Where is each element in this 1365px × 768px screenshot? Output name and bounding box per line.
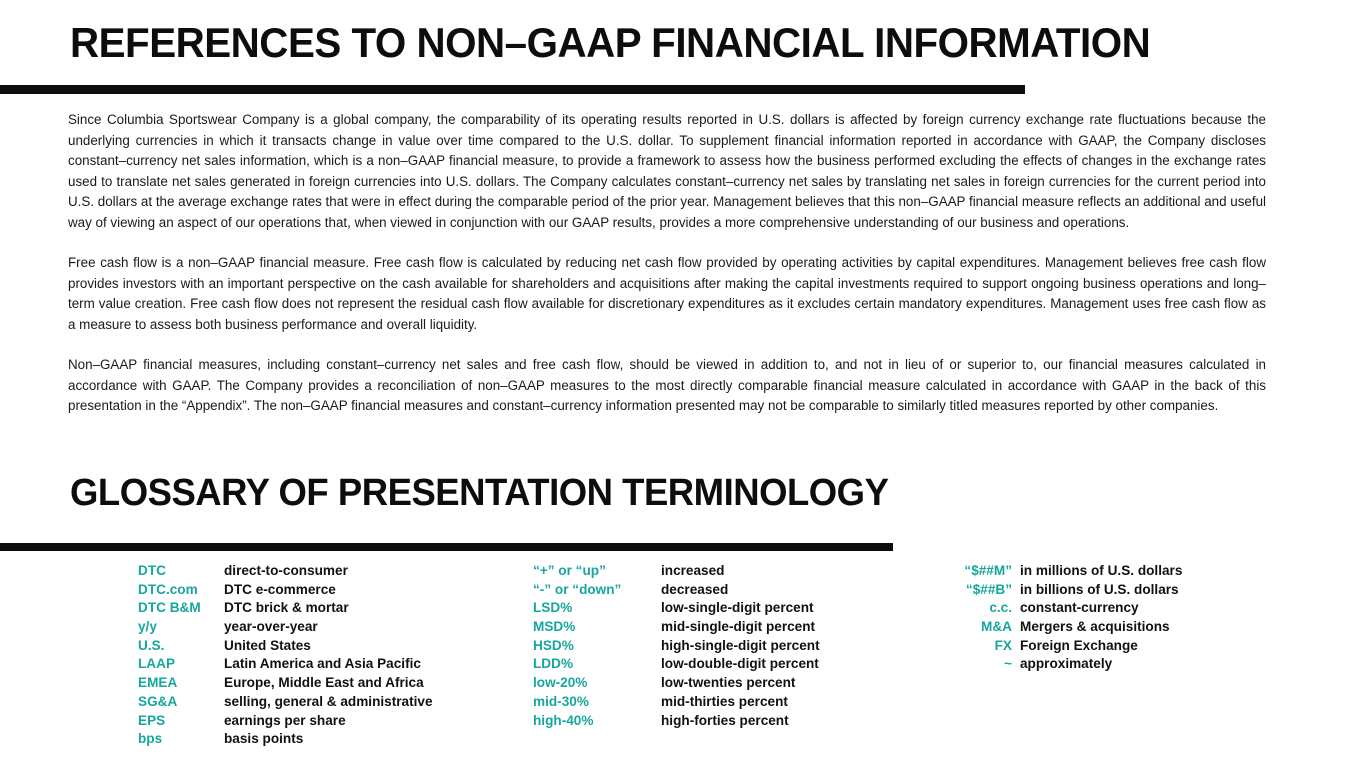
glossary-title: GLOSSARY OF PRESENTATION TERMINOLOGY bbox=[70, 472, 889, 514]
glossary-definition: mid-single-digit percent bbox=[661, 619, 816, 635]
glossary-row bbox=[138, 581, 433, 600]
glossary-definition: decreased bbox=[661, 581, 729, 597]
glossary-term: bps bbox=[138, 731, 163, 747]
glossary-row bbox=[138, 730, 433, 749]
glossary-definition: year-over-year bbox=[224, 619, 318, 635]
paragraph-constant-currency: Since Columbia Sportswear Company is a global company, the comparability of its operating results reported in U.S. dollars is affected by foreign currency exchange rate fluctuations because the underlying currencies in which it transacts change in value over time compared to the U.S. dollar. To supplement financial information reported in accordance with GAAP, the Company discloses constant–currency net sales information, which is a non–GAAP financial measure, to provide a framework to assess how the business performed excluding the effects of changes in the exchange rates used to translate net sales generated in foreign currencies into U.S. dollars. The Company calculates constant–currency net sales by translating net sales in foreign currencies for the current period into U.S. dollars at the average exchange rates that were in effect during the comparable period of the prior year. Management believes that this non–GAAP financial measure reflects an additional and useful way of viewing an aspect of our operations that, when viewed in conjunction with our GAAP results, provides a more comprehensive understanding of our business and operations. bbox=[68, 112, 1266, 230]
glossary-row bbox=[138, 618, 433, 637]
glossary-definition: DTC brick & mortar bbox=[224, 600, 349, 616]
glossary-definition: low-single-digit percent bbox=[661, 600, 814, 616]
glossary-row bbox=[138, 562, 433, 581]
glossary-row bbox=[533, 693, 820, 712]
glossary-row bbox=[930, 581, 1182, 600]
glossary-row bbox=[533, 562, 820, 581]
glossary-row bbox=[930, 562, 1182, 581]
paragraph-free-cash-flow: Free cash flow is a non–GAAP financial measure. Free cash flow is calculated by reducing net cash flow provided by operating activities by capital expenditures. Management believes free cash flow provides investors with an important perspective on the cash available for shareholders and acquisitions after making the capital investments required to support ongoing business operations and long–term value creation. Free cash flow does not represent the residual cash flow available for discretionary expenditures as it excludes certain mandatory expenditures. Management uses free cash flow as a measure to assess both business performance and overall liquidity. bbox=[68, 255, 1266, 332]
glossary-term: HSD% bbox=[533, 637, 574, 653]
glossary-row bbox=[930, 599, 1182, 618]
glossary-term: DTC.com bbox=[138, 581, 198, 597]
glossary-row bbox=[138, 655, 433, 674]
glossary-row bbox=[533, 674, 820, 693]
glossary-term: LAAP bbox=[138, 656, 176, 672]
non-gaap-description-body bbox=[68, 110, 1266, 417]
glossary-term: LSD% bbox=[533, 600, 573, 616]
glossary-definition: mid-thirties percent bbox=[661, 693, 788, 709]
glossary-definition: low-double-digit percent bbox=[661, 656, 819, 672]
glossary-column-1 bbox=[138, 562, 433, 749]
glossary-term: ~ bbox=[1004, 656, 1012, 672]
glossary-definition: approximately bbox=[1020, 656, 1113, 672]
glossary-definition: in millions of U.S. dollars bbox=[1020, 563, 1183, 578]
glossary-row bbox=[533, 637, 820, 656]
glossary-term: “$##B” bbox=[965, 581, 1012, 597]
glossary-definition: Europe, Middle East and Africa bbox=[224, 675, 424, 691]
glossary-definition: increased bbox=[661, 563, 725, 578]
glossary-term: c.c. bbox=[989, 600, 1012, 616]
glossary-definition: high-single-digit percent bbox=[661, 637, 820, 653]
glossary-row bbox=[138, 637, 433, 656]
glossary-term: LDD% bbox=[533, 656, 574, 672]
glossary-definition: constant-currency bbox=[1020, 600, 1139, 616]
glossary-definition: direct-to-consumer bbox=[224, 563, 348, 578]
glossary-row bbox=[138, 674, 433, 693]
glossary-term: “$##M” bbox=[964, 563, 1012, 578]
glossary-row bbox=[138, 712, 433, 731]
glossary-definition: high-forties percent bbox=[661, 712, 789, 728]
glossary-term: “+” or “up” bbox=[533, 563, 606, 578]
glossary-row bbox=[533, 618, 820, 637]
glossary-row bbox=[930, 655, 1182, 674]
glossary-term: mid-30% bbox=[533, 693, 589, 709]
glossary-row bbox=[533, 581, 820, 600]
glossary-term: U.S. bbox=[138, 637, 165, 653]
title-divider-rule bbox=[0, 85, 1025, 94]
glossary-definition: Latin America and Asia Pacific bbox=[224, 656, 421, 672]
page-title: REFERENCES TO NON–GAAP FINANCIAL INFORMATION bbox=[70, 19, 1151, 66]
glossary-row bbox=[533, 712, 820, 731]
glossary-term: DTC bbox=[138, 563, 166, 578]
glossary-term: DTC B&M bbox=[138, 600, 201, 616]
glossary-column-3 bbox=[930, 562, 1182, 674]
glossary-term: “-” or “down” bbox=[533, 581, 622, 597]
glossary-column-2 bbox=[533, 562, 820, 730]
glossary-term: FX bbox=[994, 637, 1012, 653]
glossary-row bbox=[138, 599, 433, 618]
glossary-row bbox=[138, 693, 433, 712]
glossary-term: low-20% bbox=[533, 675, 588, 691]
glossary-divider-rule bbox=[0, 543, 893, 551]
glossary-definition: basis points bbox=[224, 731, 304, 747]
glossary-term: SG&A bbox=[138, 693, 178, 709]
glossary-definition: earnings per share bbox=[224, 712, 346, 728]
glossary-table bbox=[0, 562, 1365, 762]
glossary-term: M&A bbox=[981, 619, 1012, 635]
glossary-term: EPS bbox=[138, 712, 166, 728]
glossary-definition: Foreign Exchange bbox=[1020, 637, 1138, 653]
glossary-definition: low-twenties percent bbox=[661, 675, 796, 691]
glossary-term: EMEA bbox=[138, 675, 178, 691]
glossary-row bbox=[533, 599, 820, 618]
paragraph-non-gaap-disclaimer: Non–GAAP financial measures, including constant–currency net sales and free cash flow, should be viewed in addition to, and not in lieu of or superior to, our financial measures calculated in accordance with GAAP. The Company provides a reconciliation of non–GAAP measures to the most directly comparable financial measure calculated in accordance with GAAP in the back of this presentation in the “Appendix”. The non–GAAP financial measures and constant–currency information presented may not be comparable to similarly titled measures reported by other companies. bbox=[68, 357, 1266, 413]
glossary-definition: DTC e-commerce bbox=[224, 581, 336, 597]
glossary-row bbox=[533, 655, 820, 674]
glossary-term: high-40% bbox=[533, 712, 594, 728]
glossary-term: MSD% bbox=[533, 619, 576, 635]
glossary-definition: United States bbox=[224, 637, 311, 653]
glossary-definition: in billions of U.S. dollars bbox=[1020, 581, 1179, 597]
glossary-row bbox=[930, 637, 1182, 656]
glossary-definition: Mergers & acquisitions bbox=[1020, 619, 1170, 635]
glossary-row bbox=[930, 618, 1182, 637]
glossary-term: y/y bbox=[138, 619, 157, 635]
glossary-definition: selling, general & administrative bbox=[224, 693, 433, 709]
